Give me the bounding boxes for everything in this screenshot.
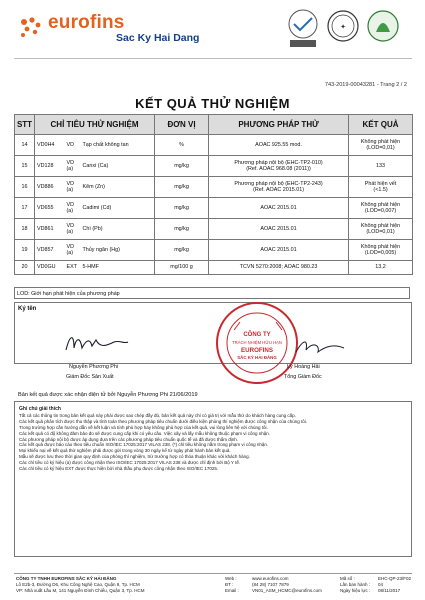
- document-reference: 743-2019-00043281 - Trang 2 / 2: [324, 82, 407, 88]
- cell-method-subtext: (Ref. AOAC 2015.01): [253, 187, 304, 193]
- cell-code-text: VD0GU: [37, 264, 56, 271]
- cell-unit: [155, 177, 209, 198]
- table-row: [15, 240, 413, 261]
- footer-date: 08/11/2017: [378, 588, 401, 593]
- cell-spacer: [57, 240, 65, 261]
- vilas-seal-icon: [366, 8, 400, 50]
- footer-email-label: Email :: [225, 588, 239, 593]
- brand-name: eurofins: [48, 12, 125, 33]
- cell-name-text: Kẽm (Zn): [82, 183, 105, 190]
- cell-method: [209, 198, 349, 219]
- signature-label: Ký tên: [18, 306, 37, 312]
- cell-stt: [15, 240, 35, 261]
- svg-text:SẮC KÝ HẢI ĐĂNG: SẮC KÝ HẢI ĐĂNG: [237, 355, 277, 360]
- footer-date-label: Ngày hiệu lực :: [340, 588, 371, 593]
- sub-brand-name: Sac Ky Hai Dang: [116, 32, 200, 44]
- cell-result: [349, 177, 413, 198]
- eurofins-logo-icon: [18, 14, 44, 40]
- note-line: Các chỉ tiêu có ký hiệu EXT được thực hiện bởi nhà thầu phụ được công nhận theo ISO/IEC 17025.: [19, 466, 219, 472]
- note-line: Các phương pháp nội bộ được áp dụng dựa trên các phương pháp tiêu chuẩn quốc tế và đã được thẩm định.: [19, 436, 239, 442]
- cell-stt-text: 20: [21, 264, 28, 271]
- cell-tag: [65, 135, 81, 156]
- cell-result: [349, 261, 413, 275]
- cell-result-subtext: (<1.5): [373, 187, 388, 193]
- cell-method-text: TCVN 5270:2008; AOAC 980.23: [239, 264, 318, 271]
- cell-unit-text: %: [179, 141, 184, 148]
- cell-method-text: AOAC 2015.01: [260, 225, 297, 232]
- signer1-title: Giám Đốc Sản Xuất: [66, 374, 114, 380]
- cell-method: [209, 135, 349, 156]
- cell-tag-text: VD (a): [66, 159, 74, 172]
- cell-result: [349, 219, 413, 240]
- cell-unit: [155, 261, 209, 275]
- page-title: KẾT QUẢ THỬ NGHIỆM: [135, 96, 290, 111]
- cell-name: [81, 219, 155, 240]
- cell-result-text: Không phát hiện: [360, 222, 401, 229]
- cell-result-text: Không phát hiện: [360, 138, 401, 145]
- cell-method-text: AOAC 2015.01: [260, 204, 297, 211]
- note-line: Các kết quả được báo cáo theo tiêu chuẩn ISO/IEC 17025:2017 VILAS 238. (*) chỉ tiêu không nằm trong phạm vi công nhận.: [19, 442, 269, 448]
- cell-code-text: VD886: [37, 183, 54, 190]
- cell-method: [209, 261, 349, 275]
- cell-stt-text: 17: [21, 204, 28, 211]
- cell-tag: [65, 240, 81, 261]
- footer-phone: (84 28) 7107 7879: [252, 582, 289, 587]
- cell-method-text: AOAC 925.55 mod.: [255, 141, 302, 148]
- cell-code: [35, 177, 57, 198]
- note-line: Mọi khiếu nại về kết quả thử nghiệm phải được gửi trong vòng 30 ngày kể từ ngày phát hành bản kết quả.: [19, 448, 231, 454]
- cell-result-subtext: (LOD=0,007): [364, 208, 397, 214]
- signer2-name: Lý Hoàng Hải: [287, 364, 320, 370]
- cell-stt-text: 15: [21, 162, 28, 169]
- footer-issue-label: Lần ban hành :: [340, 582, 371, 587]
- cell-method: [209, 240, 349, 261]
- cell-tag: [65, 261, 81, 275]
- footer-phone-label: ĐT :: [225, 582, 234, 587]
- footer-divider: [14, 573, 412, 574]
- cell-result-text: Phát hiện vết: [364, 180, 397, 187]
- cell-result: [349, 240, 413, 261]
- col-header-param: CHỈ TIÊU THỬ NGHIỆM: [35, 115, 155, 135]
- cell-name-text: Thủy ngân (Hg): [82, 246, 120, 253]
- cell-method-text: Phương pháp nội bộ (EHC-TP2-243): [234, 180, 323, 187]
- cell-name: [81, 240, 155, 261]
- cell-spacer: [57, 219, 65, 240]
- cell-name-text: Canxi (Ca): [82, 162, 109, 169]
- cell-spacer: [57, 177, 65, 198]
- svg-text:CÔNG TY: CÔNG TY: [243, 332, 271, 338]
- cell-method: [209, 219, 349, 240]
- cell-code-text: VD655: [37, 204, 54, 211]
- svg-text:EUROFINS: EUROFINS: [241, 347, 273, 354]
- cell-name: [81, 261, 155, 275]
- cell-name: [81, 156, 155, 177]
- cell-unit-text: mg/100 g: [170, 264, 193, 271]
- signature-person1-icon: [62, 330, 132, 356]
- table-row: [15, 219, 413, 240]
- cell-name-text: Cadimi (Cd): [82, 204, 112, 211]
- cell-result-text: Không phát hiện: [360, 201, 401, 208]
- cell-name: [81, 198, 155, 219]
- cell-result-text: Không phát hiện: [360, 243, 401, 250]
- cell-unit-text: mg/kg: [174, 162, 189, 169]
- cell-method-text: AOAC 2015.01: [260, 246, 297, 253]
- cell-stt: [15, 156, 35, 177]
- cell-code: [35, 219, 57, 240]
- cell-method: [209, 177, 349, 198]
- cell-tag: [65, 219, 81, 240]
- signer2-title: Tổng Giám Đốc: [284, 374, 322, 380]
- cell-unit: [155, 135, 209, 156]
- cell-stt-text: 19: [21, 246, 28, 253]
- table-row: [15, 198, 413, 219]
- cell-name: [81, 177, 155, 198]
- footer-address1: Lô E2b-3, Đường D6, Khu Công Nghệ Cao, Quận 9, Tp. HCM: [16, 582, 140, 587]
- cell-tag-text: VD: [66, 141, 74, 148]
- footer-company: CÔNG TY TNHH EUROFINS SẮC KÝ HẢI ĐĂNG: [16, 576, 117, 581]
- cell-method: [209, 156, 349, 177]
- cell-stt: [15, 219, 35, 240]
- cell-code-text: VD128: [37, 162, 54, 169]
- note-line: Các kết quả phân tích được thu thập và tính toán theo phương pháp tiêu chuẩn dưới điều kiện phòng thí nghiệm được công nhận của chúng tôi.: [19, 418, 308, 424]
- cell-result: [349, 135, 413, 156]
- cell-name-text: 5-HMF: [82, 264, 99, 271]
- cell-code: [35, 198, 57, 219]
- cell-result-subtext: (LOD=0,005): [364, 250, 397, 256]
- cell-code-text: VD861: [37, 225, 54, 232]
- cell-unit: [155, 198, 209, 219]
- note-line: Trong trường hợp cần hướng dẫn về kết luận và tính phù hợp hay không phù hợp của kết quả, vui lòng liên hệ với chúng tôi.: [19, 424, 268, 430]
- cell-spacer: [57, 156, 65, 177]
- col-header-unit: ĐƠN VỊ: [155, 115, 209, 135]
- footer-address2: VP: Nhà xuất Lầu M, 141 Nguyễn Đình Chiểu, Quận 3, Tp. HCM: [16, 588, 145, 593]
- note-line: Tất cả các thông tin trong bản kết quả này phải được sao chép đầy đủ, bản kết quả này chỉ có giá trị với mẫu thử do khách hàng cung cấp.: [19, 412, 296, 418]
- cell-name: [81, 135, 155, 156]
- cell-spacer: [57, 261, 65, 275]
- cell-tag-text: VD (a): [66, 222, 74, 235]
- cell-unit-text: mg/kg: [174, 183, 189, 190]
- cell-stt-text: 14: [21, 141, 28, 148]
- cell-code: [35, 261, 57, 275]
- table-row: [15, 156, 413, 177]
- cell-unit-text: mg/kg: [174, 225, 189, 232]
- cell-stt-text: 16: [21, 183, 28, 190]
- cell-name-text: Chì (Pb): [82, 225, 103, 232]
- cell-stt: [15, 198, 35, 219]
- cell-code-text: VD857: [37, 246, 54, 253]
- col-header-method: PHƯƠNG PHÁP THỬ: [209, 115, 349, 135]
- cell-method-text: Phương pháp nội bộ (EHC-TP2-010): [234, 159, 323, 166]
- results-table: [14, 114, 413, 275]
- cell-result-text: 133: [376, 162, 386, 169]
- header-divider: [14, 58, 412, 59]
- note-line: Các kết quả có độ không đảm bảo đo sẽ được cung cấp khi có yêu cầu. Việc xây và lấy mẫu không thuộc phạm vi công nhận.: [19, 430, 271, 436]
- cell-code: [35, 240, 57, 261]
- table-row: [15, 261, 413, 275]
- cell-result: [349, 156, 413, 177]
- cell-stt-text: 18: [21, 225, 28, 232]
- cell-tag-text: VD (a): [66, 243, 74, 256]
- signer1-name: Nguyễn Phương Phi: [69, 364, 119, 370]
- cell-unit: [155, 156, 209, 177]
- cell-stt: [15, 261, 35, 275]
- footer-email: VN01_ASM_HCMC@eurofins.com: [252, 588, 322, 593]
- cell-tag: [65, 198, 81, 219]
- footer-code-label: Mã số :: [340, 576, 355, 581]
- accreditation-mark-icon: [286, 8, 320, 50]
- col-header-stt: STT: [15, 115, 35, 135]
- cell-unit: [155, 219, 209, 240]
- cell-tag: [65, 177, 81, 198]
- lod-note: LOD: Giới hạn phát hiện của phương pháp: [14, 287, 410, 299]
- cell-spacer: [57, 135, 65, 156]
- cell-result-subtext: (LOD=0,01): [366, 145, 395, 151]
- svg-text:✦: ✦: [340, 23, 346, 31]
- cell-tag-text: EXT: [66, 264, 77, 271]
- cell-method-subtext: (Ref. AOAC 968.08 (2011)): [246, 166, 311, 172]
- cell-unit: [155, 240, 209, 261]
- footer-issue: 04: [378, 582, 384, 587]
- svg-text:TRÁCH NHIỆM HỮU HẠN: TRÁCH NHIỆM HỮU HẠN: [232, 340, 282, 345]
- col-header-result: KẾT QUẢ: [349, 115, 413, 135]
- footer-web-label: Web :: [225, 576, 237, 581]
- note-line: Mẫu sẽ được lưu theo thời gian quy định của phòng thí nghiệm, trừ trường hợp có thỏa thuận khác với khách hàng.: [19, 454, 250, 460]
- cell-unit-text: mg/kg: [174, 204, 189, 211]
- cell-unit-text: mg/kg: [174, 246, 189, 253]
- explanatory-notes: [14, 401, 412, 557]
- gmp-seal-icon: [326, 8, 360, 50]
- cell-result-text: 13,2: [375, 264, 386, 271]
- cell-code: [35, 135, 57, 156]
- cell-tag: [65, 156, 81, 177]
- table-row: [15, 135, 413, 156]
- cell-result: [349, 198, 413, 219]
- cell-stt: [15, 135, 35, 156]
- cell-name-text: Tạp chất không tan: [82, 141, 129, 148]
- signature-person2-icon: [290, 336, 350, 358]
- cell-tag-text: VD (a): [66, 201, 74, 214]
- table-header-row: [15, 115, 413, 135]
- note-line: Các chỉ tiêu có ký hiệu (a) được công nhận theo ISO/IEC 17025:2017 VILAS 238 và được chỉ định bởi Bộ Y tế.: [19, 460, 241, 466]
- footer-web: www.eurofins.com: [252, 576, 289, 581]
- notes-heading: Ghi chú giải thích: [19, 406, 61, 412]
- cell-stt: [15, 177, 35, 198]
- cell-spacer: [57, 198, 65, 219]
- table-row: [15, 177, 413, 198]
- cell-code-text: VD0H4: [37, 141, 55, 148]
- cell-tag-text: VD (a): [66, 180, 74, 193]
- electronic-confirmation: Bản kết quả được xác nhận điện tử bởi Nguyễn Phương Phi 21/06/2019: [18, 392, 198, 398]
- footer-code: EHC-QP-23/F02: [378, 576, 412, 581]
- cell-result-subtext: (LOD=0,01): [366, 229, 395, 235]
- cell-code: [35, 156, 57, 177]
